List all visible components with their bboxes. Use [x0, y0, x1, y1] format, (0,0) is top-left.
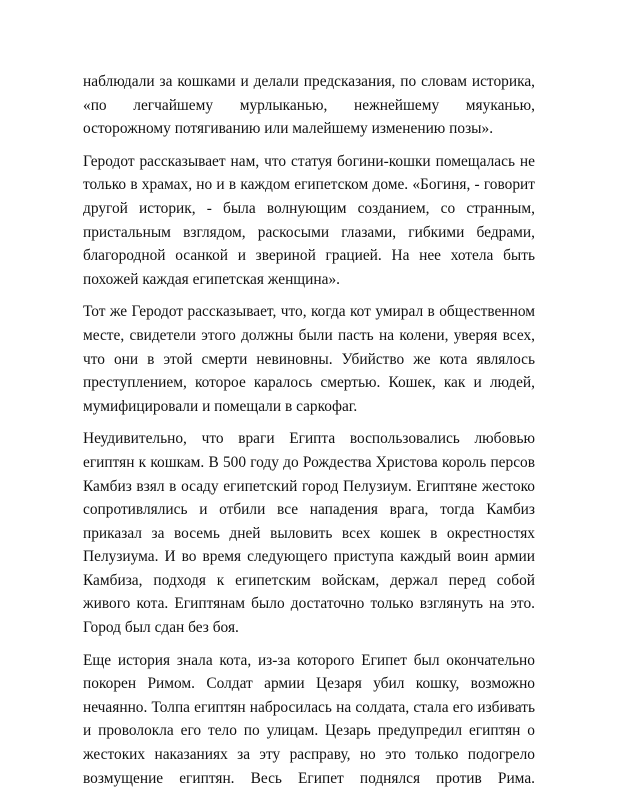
- text-column: [83, 70, 535, 799]
- paragraph-cat-goddess: Геродот рассказывает нам, что статуя богини-кошки помещалась не только в храмах, но и в каждом египетском доме. «Богиня, - говорит другой историк, - была волнующим созданием, со странным, пристальным взглядом, раскосыми глазами, гибкими бедрами, благородной осанкой и звериной грацией. На нее хотела быть похожей каждая египетская женщина».: [83, 152, 535, 288]
- paragraph-cat-death: Тот же Геродот рассказывает, что, когда кот умирал в общественном месте, свидетели этого должны были пасть на колени, уверяя всех, что они в этой смерти невиновны. Убийство же кота являлось преступлением, которое каралось смертью. Кошек, как и людей, мумифицировали и помещали в саркофаг.: [83, 303, 535, 415]
- paragraph-pelusium-siege: Неудивительно, что враги Египта воспользовались любовью египтян к кошкам. В 500 году до Рождества Христова король персов Камбиз взял в осаду египетский город Пелузиум. Египтяне жестоко сопротивлялись и отбили все нападения врага, тогда Камбиз приказал за восемь дней выловить всех кошек в окрестностях Пелузиума. И во время следующего приступа каждый воин армии Камбиза, подходя к египетским войскам, держал перед собой живого кота. Египтянам было достаточно только взглянуть на это. Город был сдан без боя.: [83, 430, 535, 637]
- paragraph-omens: наблюдали за кошками и делали предсказания, по словам историка, «по легчайшему мурлыканью, нежнейшему мяуканью, осторожному потягиванию или малейшему изменению позы».: [83, 73, 535, 138]
- paragraph-rome-conquest: Еще история знала кота, из-за которого Египет был окончательно покорен Римом. Солдат армии Цезаря убил кошку, возможно нечаянно. Толпа египтян набросилась на солдата, стала его избивать и проволокла его тело по улицам. Цезарь предупредил египтян о жестоких наказаниях за эту расправу, но это только подогрело возмущение египтян. Весь Египет поднялся против Рима.: [83, 651, 535, 787]
